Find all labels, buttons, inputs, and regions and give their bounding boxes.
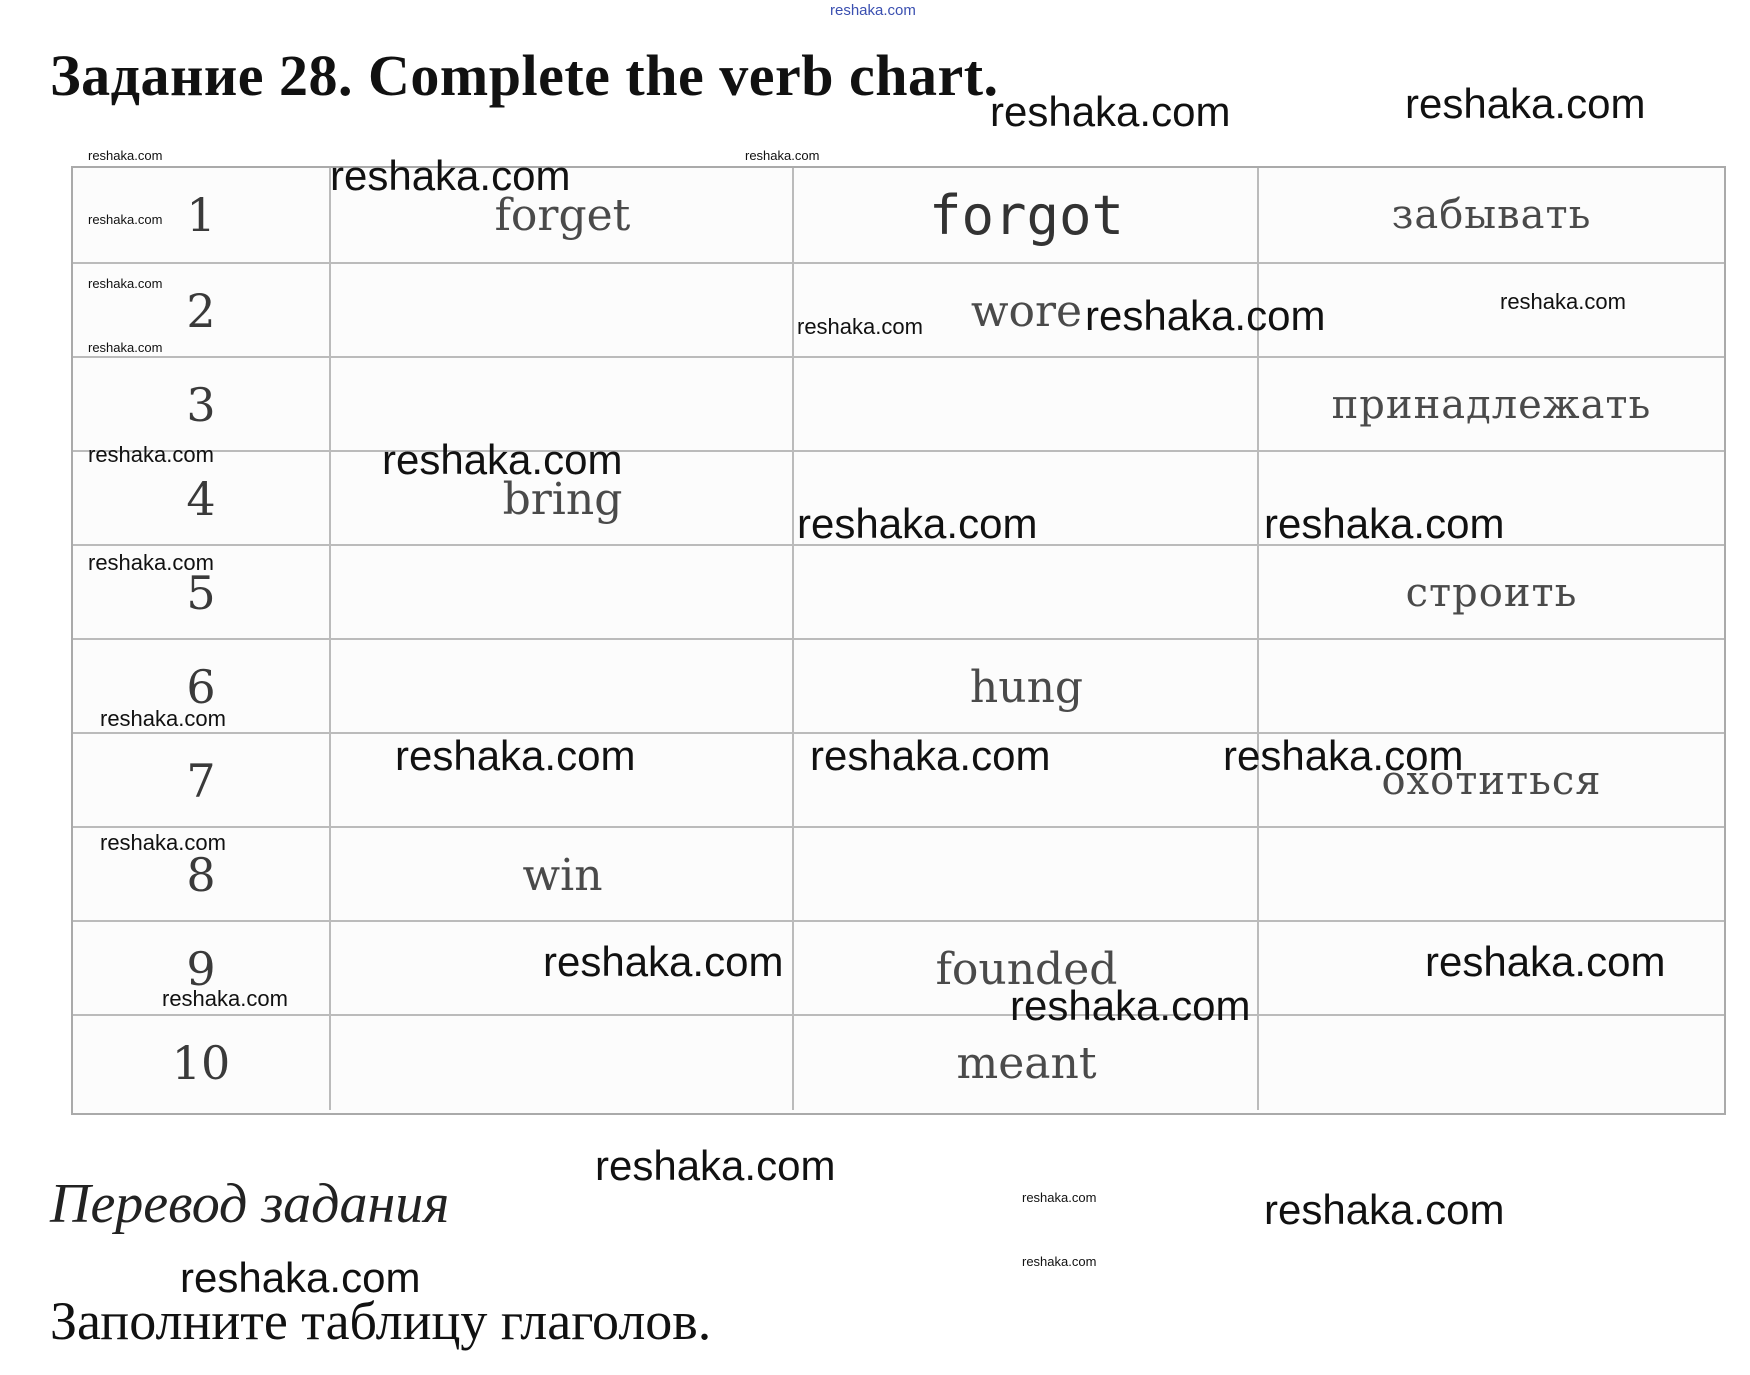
base-form-cell — [329, 640, 794, 734]
base-form-cell — [329, 546, 794, 640]
table-row — [73, 544, 1724, 640]
translation-cell: забывать — [1257, 168, 1724, 262]
watermark: reshaka.com — [88, 550, 214, 575]
row-number: 6 — [186, 660, 216, 714]
translation-cell — [1257, 264, 1724, 358]
watermark: reshaka.com — [543, 938, 784, 985]
table-row — [73, 1014, 1724, 1110]
watermark: reshaka.com — [810, 732, 1051, 779]
site-label[interactable]: reshaka.com — [830, 2, 916, 19]
past-form-cell — [792, 358, 1259, 452]
base-form-cell: win — [329, 828, 794, 922]
watermark: reshaka.com — [1010, 982, 1251, 1029]
translation-text: Заполните таблицу глаголов. — [50, 1291, 712, 1351]
watermark: reshaka.com — [745, 148, 820, 163]
past-form-cell: founded — [792, 922, 1259, 1016]
watermark: reshaka.com — [162, 986, 288, 1011]
row-number: 9 — [186, 942, 216, 996]
watermark: reshaka.com — [100, 706, 226, 731]
base-form-cell — [329, 264, 794, 358]
past-form-cell — [792, 828, 1259, 922]
translation-heading: Перевод задания — [50, 1173, 450, 1235]
watermark: reshaka.com — [1022, 1190, 1097, 1205]
watermark: reshaka.com — [88, 148, 163, 163]
row-number: 4 — [186, 472, 216, 526]
translation-cell: охотиться — [1257, 734, 1724, 828]
row-number: 3 — [186, 378, 216, 432]
table-row — [73, 826, 1724, 922]
watermark: reshaka.com — [395, 732, 636, 779]
table-row — [73, 262, 1724, 358]
watermark: reshaka.com — [1264, 500, 1505, 547]
row-number: 10 — [171, 1036, 231, 1090]
row-number: 5 — [186, 566, 216, 620]
translation-cell — [1257, 640, 1724, 734]
row-number: 7 — [186, 754, 216, 808]
past-form-cell: forgot — [792, 168, 1259, 262]
table-row — [73, 638, 1724, 734]
watermark: reshaka.com — [88, 276, 163, 291]
watermark: reshaka.com — [382, 436, 623, 483]
table-row — [73, 168, 1724, 262]
watermark: reshaka.com — [1223, 732, 1464, 779]
translation-cell — [1257, 1016, 1724, 1110]
table-row — [73, 356, 1724, 452]
translation-cell: строить — [1257, 546, 1724, 640]
watermark: reshaka.com — [990, 88, 1231, 135]
watermark: reshaka.com — [797, 314, 923, 339]
base-form-cell: bring — [329, 452, 794, 546]
translation-cell: принадлежать — [1257, 358, 1724, 452]
past-form-cell: wore — [792, 264, 1259, 358]
watermark: reshaka.com — [88, 442, 214, 467]
past-form-cell — [792, 546, 1259, 640]
watermark: reshaka.com — [1405, 80, 1646, 127]
base-form-cell — [329, 1016, 794, 1110]
translation-cell — [1257, 828, 1724, 922]
watermark: reshaka.com — [330, 152, 571, 199]
base-form-cell: forget — [329, 168, 794, 262]
task-title: Задание 28. Complete the verb chart. — [50, 43, 999, 108]
watermark: reshaka.com — [1022, 1254, 1097, 1269]
past-form-cell: hung — [792, 640, 1259, 734]
watermark: reshaka.com — [1264, 1186, 1505, 1233]
watermark: reshaka.com — [180, 1254, 421, 1301]
watermark: reshaka.com — [1085, 292, 1326, 339]
row-number: 1 — [186, 188, 216, 242]
watermark: reshaka.com — [1425, 938, 1666, 985]
watermark: reshaka.com — [797, 500, 1038, 547]
watermark: reshaka.com — [88, 340, 163, 355]
past-form-cell: meant — [792, 1016, 1259, 1110]
watermark: reshaka.com — [595, 1142, 836, 1189]
watermark: reshaka.com — [100, 830, 226, 855]
watermark: reshaka.com — [88, 212, 163, 227]
row-number: 2 — [186, 284, 216, 338]
row-number: 8 — [186, 848, 216, 902]
watermark: reshaka.com — [1500, 289, 1626, 314]
